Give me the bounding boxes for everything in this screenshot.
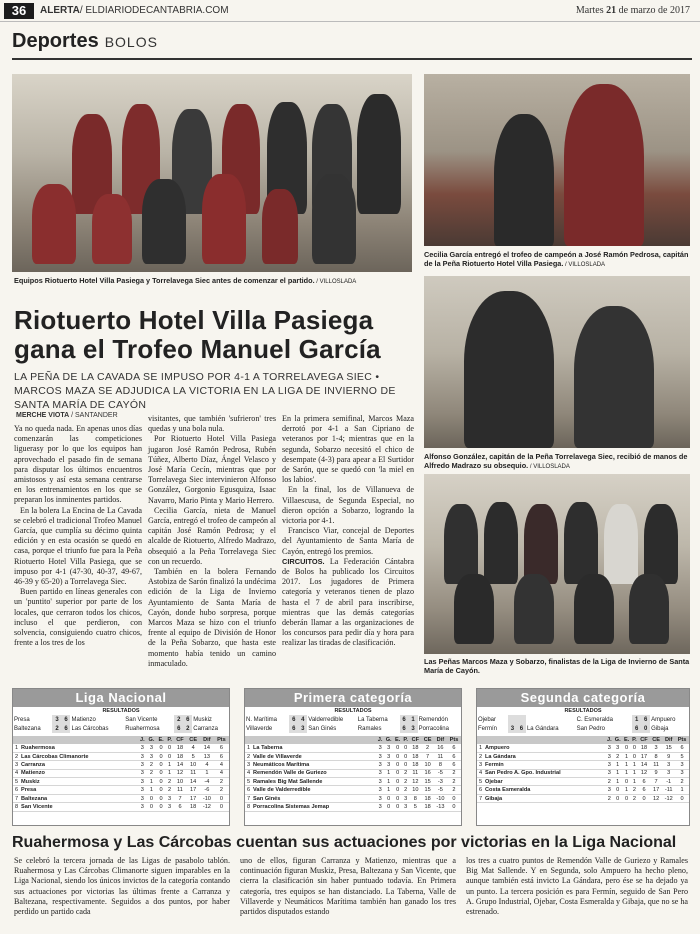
table-row: 7 Gibaja 2 0 0 2 0 12 -12 0: [477, 794, 689, 802]
article-deck: LA PEÑA DE LA CAVADA SE IMPUSO POR 4-1 A TORRELAVEGA SIEC • MARCOS MAZA SE ADJUDICA LA VICTORIA EN LA LIGA DE INVIERNO DE SANTA MARÍA DE CAYÓN: [14, 371, 396, 411]
article-column-2: [148, 414, 276, 669]
results-row: N. Marítima 6 4 Valderredible La Taberna 6 1 Remendón: [246, 716, 448, 723]
table-row: 6 Presa 3 1 0 2 11 17 -6 2: [13, 786, 229, 794]
liga-nacional-standings: [13, 736, 229, 812]
table-row: 5 Muskiz 3 1 0 2 10 14 -4 2: [13, 778, 229, 786]
photo-finalists: [424, 474, 690, 654]
caption-cecilia: [424, 250, 690, 270]
page-number: 36: [4, 3, 34, 19]
caption-alfonso-credit: / VILLOSLADA: [528, 464, 570, 470]
col2-paragraph-2: Por Riotuerto Hotel Villa Pasiega jugaron José Ramón Pedrosa, Rubén Túñez, Alberto Díaz, Ángel Velasco y José María Cecín, mientras que por Torrelavega Siec intervinieron Alfonso González, Gorgonio Egusquiza, Isaac Navarro, Mario Pinta y Mario Herrero.: [148, 434, 276, 505]
section-main: Deportes: [12, 30, 99, 52]
byline-place: / SANTANDER: [69, 412, 118, 419]
table-row: 2 Valle de Villaverde 3 3 0 0 18 7 11 6: [245, 752, 461, 760]
table-row: 1 La Taberna 3 3 0 0 18 2 16 6: [245, 744, 461, 752]
article-headline: Riotuerto Hotel Villa Pasiega gana el Trofeo Manuel García: [14, 305, 381, 364]
liga-nacional-title: Liga Nacional: [13, 689, 229, 707]
results-row: Ojebar C. Esmeralda 1 6 Ampuero: [478, 716, 676, 723]
table-row: 1 Ampuero 3 3 0 0 18 3 15 6: [477, 744, 689, 752]
segunda-results-label: RESULTADOS: [564, 708, 602, 714]
caption-cecilia-text: Cecilia García entregó el trofeo de campeón a José Ramón Pedrosa, capitán de la Peña Riotuerto Hotel Villa Pasiega.: [424, 250, 689, 268]
results-row: Baltezana 2 6 Las Cárcobas Ruahermosa 6 2 Carranza: [14, 725, 218, 732]
bottom-column-1: Se celebró la tercera jornada de las Ligas de pasabolo tablón. Ruahermosa y Las Cárcobas Climanorte siguen imparables en la Liga Nacional, siendo los únicos invictos de la categoría contando sus actuaciones por victorias las últimas frente a Carranza y Baltezana, respectivamente. Seguidos a dos puntos, por haber perdido un partido cada: [14, 856, 230, 917]
col2-paragraph-3: Cecilia García, nieta de Manuel García, entregó el trofeo de campeón al capitán José Ramón Pedrosa; y el alcalde de Riotuerto, Alfredo Madrazo, obsequió a la Peña Torrelavega Siec con un recuerdo.: [148, 505, 276, 566]
segunda-title: Segunda categoría: [477, 689, 689, 707]
caption-alfonso-text: Alfonso González, capitán de la Peña Torrelavega Siec, recibió de manos de Alfredo Madrazo su obsequio.: [424, 452, 688, 470]
article-byline: [16, 412, 118, 419]
bottom-headline: Ruahermosa y Las Cárcobas cuentan sus actuaciones por victorias en la Liga Nacional: [12, 834, 677, 851]
table-row: 3 Neumáticos Marítima 3 3 0 0 18 10 8 6: [245, 761, 461, 769]
photo-alfonso: [424, 276, 690, 448]
col1-paragraph-2: En la bolera La Encina de La Cavada se celebró el tradicional Trofeo Manuel García, que cumplía su décimo quinta edición y en esta ocasión se quedó en casa, porque el triunfo fue para la Peña Riotuerto Hotel Villa Pasiega, que se impuso por 4-1 (47-30, 40-37, 49-67, 46-39 y 65-20) a Torrelavega Siec.: [14, 505, 142, 587]
standings-header: J. G. E. P. CF CE Dif Pts: [245, 736, 461, 744]
primera-standings: [245, 736, 461, 812]
table-row: 6 Valle de Valderredible 3 1 0 2 10 15 -5 2: [245, 786, 461, 794]
photo-teams: [12, 74, 412, 272]
table-row: 5 Ramales Big Mat Sallende 3 1 0 2 12 15 -3 2: [245, 778, 461, 786]
section-rule: [12, 58, 692, 60]
table-row: 3 Carranza 3 2 0 1 14 10 4 4: [13, 761, 229, 769]
photo-cecilia: [424, 74, 690, 246]
liga-nacional-results-label: RESULTADOS: [102, 708, 140, 714]
col2-paragraph-4: También en la bolera Fernando Astobiza de Sarón finalizó la undécima edición de la Liga de Invierno Ayuntamiento de Santa María de Cayón, donde hubo sorpresa, porque Marcos Maza se hizo con el triunfo frente al equipo de División de Honor de la Peña Sobarzo, que hasta este momento había tenido un camino inmaculado.: [148, 567, 276, 668]
date-day: 21: [606, 5, 617, 16]
date-prefix: Martes: [575, 5, 607, 16]
col3-paragraph-1: En la primera semifinal, Marcos Maza derrotó por 4-1 a San Cipriano de veteranos por 1-4; mientras que en la segunda, Sobarzo necesitó el chico de desempate (4-3) para apear a El Surtidor de Sarón, que se quedó con 'la miel en los labios'.: [282, 414, 414, 485]
caption-teams-credit: / VILLOSLADA: [314, 279, 357, 285]
table-row: 4 Matienzo 3 2 0 1 12 11 1 4: [13, 769, 229, 777]
caption-alfonso: [424, 452, 690, 472]
table-row: 1 Ruahermosa 3 3 0 0 18 4 14 6: [13, 744, 229, 752]
segunda-results: [477, 715, 689, 733]
caption-finalists: Las Peñas Marcos Maza y Sobarzo, finalistas de la Liga de Invierno de Santa María de Cayón.: [424, 657, 690, 675]
article-column-1: [14, 424, 142, 648]
results-row: Presa 3 6 Matienzo San Vicente 2 6 Muskiz: [14, 716, 212, 723]
table-row: 4 Remendón Valle de Guriezo 3 1 0 2 11 16 -5 2: [245, 769, 461, 777]
section-title: [12, 30, 158, 53]
table-row: 6 Costa Esmeralda 3 0 1 2 6 17 -11 1: [477, 786, 689, 794]
byline-name: MERCHE VIOTA: [16, 412, 70, 419]
caption-cecilia-credit: / VILLOSLADA: [563, 262, 606, 268]
date-suffix: de marzo de 2017: [616, 5, 690, 16]
circuitos-label: CIRCUITOS.: [282, 556, 325, 566]
caption-teams: [14, 276, 414, 287]
col2-paragraph-1: visitantes, que también 'sufrieron' tres quedas y una bola nula.: [148, 414, 276, 434]
article-column-3: [282, 414, 414, 649]
liga-nacional-results: [13, 715, 229, 733]
col1-paragraph-3: Buen partido en líneas generales con un 'puntito' superior por parte de los locales, que cerraron todos los chicos, incluso el que perdieron, con solvencia, consiguiendo cuatro chicos, frente a los tres de los: [14, 587, 142, 648]
col3-paragraph-3: Francisco Viar, concejal de Deportes del Ayuntamiento de Santa María de Cayón, entregó los premios.: [282, 526, 414, 556]
primera-results-label: RESULTADOS: [334, 708, 372, 714]
primera-title: Primera categoría: [245, 689, 461, 707]
primera-results: [245, 715, 461, 733]
caption-teams-text: Equipos Riotuerto Hotel Villa Pasiega y Torrelavega Siec antes de comenzar el partido.: [14, 276, 315, 285]
masthead-alerta: ALERTA: [40, 5, 80, 16]
table-row: 8 Porracolina Sistemas Jemap 3 0 0 3 5 18 -13 0: [245, 803, 461, 811]
col1-paragraph-1: Ya no queda nada. En apenas unos días comenzarán las competiciones liguerasy por lo que los equipos han aprovechado el pasado fin de semana para disputar los últimos encuentros amistosos y así esta semana centrarse en los entrenamientos en los que se preparan los inminentes partidos.: [14, 424, 142, 505]
table-segunda: [476, 688, 690, 826]
results-row: Villaverde 6 3 San Ginés Ramales 6 3 Porracolina: [246, 725, 449, 732]
standings-header: J. G. E. P. CF CE Dif Pts: [13, 736, 229, 744]
table-row: 8 San Vicente 3 0 0 3 6 18 -12 0: [13, 803, 229, 811]
table-row: 2 Las Cárcobas Climanorte 3 3 0 0 18 5 13 6: [13, 752, 229, 760]
table-row: 7 San Ginés 3 0 0 3 8 18 -10 0: [245, 794, 461, 802]
segunda-standings: [477, 736, 689, 803]
issue-date: [576, 5, 690, 16]
section-sub: BOLOS: [104, 34, 158, 50]
table-liga-nacional: [12, 688, 230, 826]
standings-header: J. G. E. P. CF CE Dif Pts: [477, 736, 689, 744]
bottom-column-2: uno de ellos, figuran Carranza y Matienzo, mientras que a continuación figuran Muskiz, Presa, Baltezana y San Vicente, que cierra la clasificación sin haber puntuado todavía. En Primera categoría, tres equipos se han distanciado. La Taberna, Valle de Villaverde y Neumáticos Marítima también han ganado los tres partidos disputados estando: [240, 856, 456, 917]
table-row: 7 Baltezana 3 0 0 3 7 17 -10 0: [13, 794, 229, 802]
masthead-site: / ELDIARIODECANTABRIA.COM: [79, 5, 229, 16]
table-row: 2 La Gándara 3 2 1 0 17 8 9 5: [477, 752, 689, 760]
table-primera: [244, 688, 462, 826]
col3-paragraph-2: En la final, los de Villanueva de Villaescusa, de Segunda Especial, no dieron opción a Sobarzo, logrando la victoria por 4-1.: [282, 485, 414, 526]
bottom-column-3: los tres a cuatro puntos de Remendón Valle de Guriezo y Ramales Big Mat Sallende. Y en Segunda, solo Ampuero ha hecho pleno, aunque también está invicto La Gándara, pero ése se ha dejado ya un punto. La tercera posición es para Fermín, seguido de San Pero A. Grupo Industrial, Ojebar, Costa Esmeralda y Gibaja, que no se ha estrenado.: [466, 856, 688, 917]
circuitos-text: La Federación Cántabra de Bolos ha publicado los Circuitos 2017. Los jugadores de Primera categoría y veteranos tienen de plazo hasta el 7 de abril para inscribirse, mientras que las demás categorías deberán llamar a las organizaciones de los concursos para pedir día y hora para realizar las tiradas de clasificación.: [282, 556, 414, 648]
table-row: 4 San Pedro A. Gpo. Industrial 3 1 1 1 12 9 3 3: [477, 769, 689, 777]
masthead: [40, 5, 229, 16]
results-row: Fermín 3 6 La Gándara San Pedro 6 0 Gibaja: [478, 725, 669, 732]
table-row: 5 Ojebar 2 1 0 1 6 7 -1 2: [477, 778, 689, 786]
table-row: 3 Fermín 3 1 1 1 14 11 3 3: [477, 761, 689, 769]
